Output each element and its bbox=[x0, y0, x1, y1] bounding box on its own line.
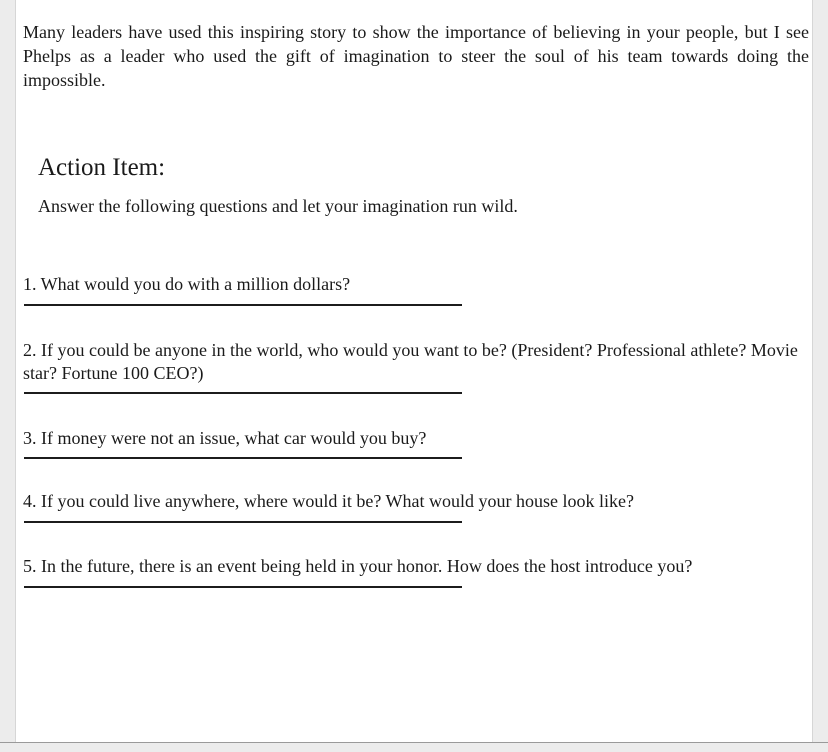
question-2: 2. If you could be anyone in the world, who would you want to be? (President? Professional athlete? Movie star? Fortune 100 CEO?) bbox=[23, 340, 798, 383]
intro-paragraph: Many leaders have used this inspiring story to show the importance of believing in your people, but I see Phelps as a leader who used the gift of imagination to steer the soul of his team towards doing the impossible. bbox=[23, 22, 809, 90]
answer-line-2 bbox=[24, 392, 462, 394]
answer-line-5 bbox=[24, 586, 462, 588]
document-page bbox=[15, 0, 813, 742]
question-1: 1. What would you do with a million dollars? bbox=[23, 274, 351, 294]
action-item-instruction: Answer the following questions and let your imagination run wild. bbox=[38, 196, 518, 216]
question-3: 3. If money were not an issue, what car would you buy? bbox=[23, 428, 427, 448]
answer-line-3 bbox=[24, 457, 462, 459]
action-item-heading: Action Item: bbox=[38, 154, 166, 181]
answer-line-1 bbox=[24, 304, 462, 306]
question-5: 5. In the future, there is an event being held in your honor. How does the host introduce you? bbox=[23, 556, 693, 576]
page-bottom-edge bbox=[0, 742, 828, 743]
question-4: 4. If you could live anywhere, where would it be? What would your house look like? bbox=[23, 491, 635, 511]
answer-line-4 bbox=[24, 521, 462, 523]
